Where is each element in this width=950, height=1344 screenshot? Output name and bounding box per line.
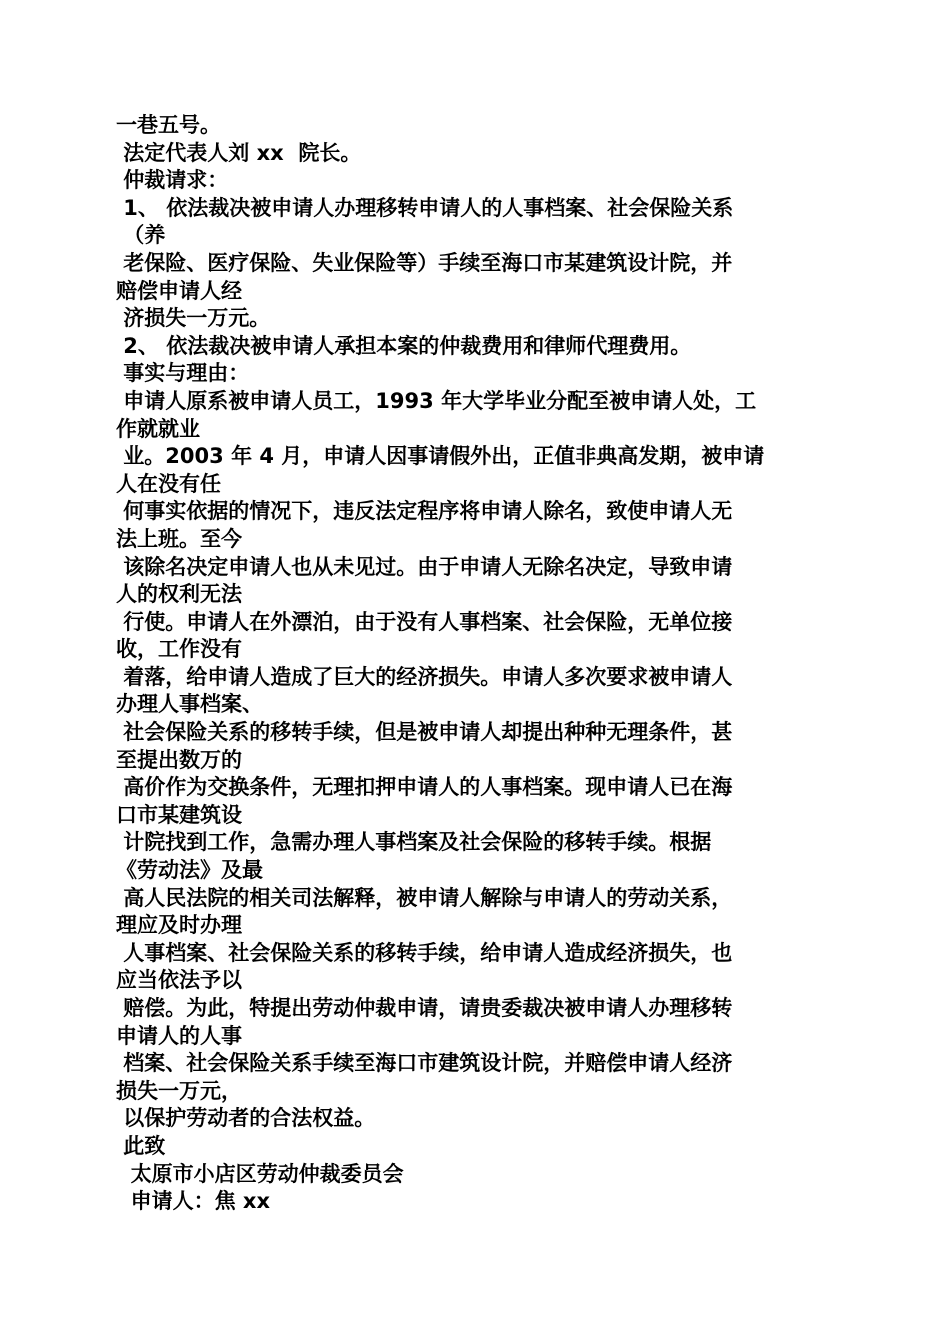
text-line: 至提出数万的 <box>116 747 242 772</box>
text-line: 计院找到工作，急需办理人事档案及社会保险的移转手续。根据 <box>116 830 712 855</box>
text-line: 一巷五号。 <box>116 113 221 137</box>
text-line: 业。2003 年 4 月，申请人因事请假外出，正值非典高发期，被申请 <box>116 444 765 469</box>
text-line: 1、 依法裁决被申请人办理移转申请人的人事档案、社会保险关系 <box>116 195 734 220</box>
text-line: 人在没有任 <box>116 471 221 496</box>
text-line: 太原市小店区劳动仲裁委员会 <box>116 1161 404 1186</box>
text-line: 2、 依法裁决被申请人承担本案的仲裁费用和律师代理费用。 <box>116 333 692 358</box>
text-line: 理应及时办理 <box>116 913 242 938</box>
text-line: 何事实依据的情况下，违反法定程序将申请人除名，致使申请人无 <box>116 499 733 524</box>
text-line: 事实与理由： <box>116 361 250 386</box>
text-line: 高价作为交换条件，无理扣押申请人的人事档案。现申请人已在海 <box>116 775 733 800</box>
text-line: 此致 <box>116 1133 166 1158</box>
text-line: （养 <box>116 223 166 248</box>
text-line: 人的权利无法 <box>116 582 242 607</box>
document-body <box>116 112 836 1216</box>
text-line: 办理人事档案、 <box>116 692 263 717</box>
text-line: 作就就业 <box>116 416 200 441</box>
text-line: 收，工作没有 <box>116 637 242 662</box>
text-line: 仲裁请求： <box>116 168 229 193</box>
text-line: 法上班。至今 <box>116 526 242 551</box>
text-line: 以保护劳动者的合法权益。 <box>116 1106 376 1131</box>
text-line: 法定代表人刘 xx 院长。 <box>116 140 362 165</box>
text-line: 《劳动法》及最 <box>116 858 263 883</box>
text-line: 申请人的人事 <box>116 1023 242 1048</box>
text-line: 人事档案、社会保险关系的移转手续，给申请人造成经济损失，也 <box>116 940 733 965</box>
text-line: 济损失一万元。 <box>116 306 271 331</box>
text-line: 赔偿。为此，特提出劳动仲裁申请，请贵委裁决被申请人办理移转 <box>116 996 733 1020</box>
text-line: 损失一万元， <box>116 1078 242 1103</box>
text-line: 着落，给申请人造成了巨大的经济损失。申请人多次要求被申请人 <box>116 664 733 689</box>
text-line: 申请人：焦 xx <box>116 1189 271 1214</box>
text-line: 社会保险关系的移转手续，但是被申请人却提出种种无理条件，甚 <box>116 720 733 745</box>
text-line: 口市某建筑设 <box>116 802 242 827</box>
text-line: 档案、社会保险关系手续至海口市建筑设计院，并赔偿申请人经济 <box>116 1051 733 1076</box>
text-line: 申请人原系被申请人员工，1993 年大学毕业分配至被申请人处，工 <box>116 388 757 413</box>
text-line: 应当依法予以 <box>116 968 242 993</box>
text-line: 赔偿申请人经 <box>116 278 242 303</box>
text-line: 行使。申请人在外漂泊，由于没有人事档案、社会保险，无单位接 <box>116 609 733 634</box>
text-line: 老保险、医疗保险、失业保险等）手续至海口市某建筑设计院，并 <box>116 250 733 275</box>
text-line: 高人民法院的相关司法解释，被申请人解除与申请人的劳动关系， <box>116 885 733 910</box>
text-line: 该除名决定申请人也从未见过。由于申请人无除名决定，导致申请 <box>116 554 733 579</box>
